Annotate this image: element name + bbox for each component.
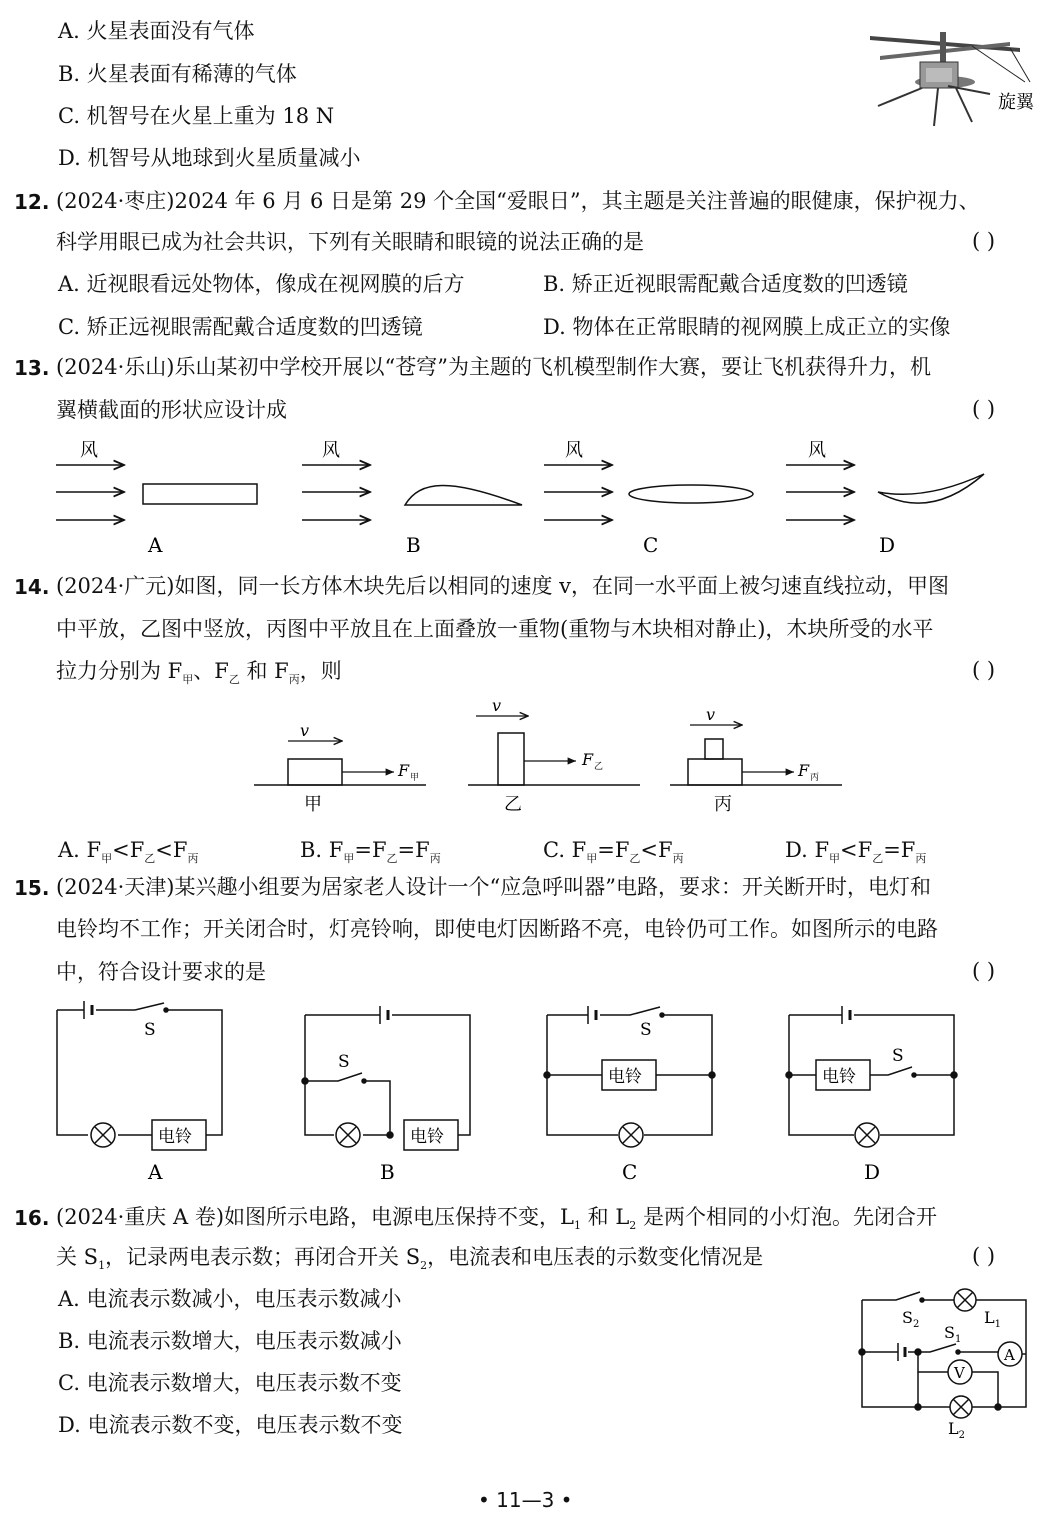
q11-option-d: D. 机智号从地球到火星质量减小 (58, 146, 361, 170)
block-upright (498, 733, 524, 785)
block-pull-figure (240, 695, 860, 820)
q13-stem-line1: (2024·乐山)乐山某初中学校开展以“苍穹”为主题的飞机模型制作大赛，要让飞机获得升力，机 (56, 355, 931, 379)
wing-shapes-figure (40, 430, 1040, 560)
q15-stem-line3: 中，符合设计要求的是 (56, 960, 266, 984)
wind-label-b: 风 (322, 440, 340, 461)
q12-number: 12. (14, 190, 50, 214)
q14-option-a: A. $F_甲<F_乙<F_丙$ (58, 838, 199, 866)
q14-option-c: C. $F_甲=F_乙<F_丙$ (543, 838, 684, 866)
svg-text:V: V (954, 1364, 965, 1382)
svg-text:F: F (582, 750, 594, 769)
q16-stem-line2: 关 $S_1$，记录两电表示数；再闭合开关 $S_2$，电流表和电压表的示数变化情况是 (56, 1245, 764, 1273)
q15-stem-line2: 电铃均不工作；开关闭合时，灯亮铃响，即使电灯因断路不亮，电铃仍可工作。如图所示的电路 (56, 917, 938, 941)
circuit-label-d: D (864, 1160, 881, 1184)
bell-c: 电铃 (608, 1067, 642, 1087)
svg-text:S: S (338, 1052, 350, 1072)
wing-label-d: D (879, 533, 896, 557)
q16-answer-blank: ( ) (972, 1244, 996, 1268)
helicopter-figure (860, 22, 1050, 134)
wing-rectangle (143, 484, 257, 504)
svg-text:S: S (640, 1020, 652, 1040)
bell-b: 电铃 (410, 1127, 444, 1147)
svg-text:S1: $S_1$ (944, 1323, 962, 1345)
q14-stem-line3: 拉力分别为 $F_甲$、$F_乙$ 和 $F_丙$，则 (56, 659, 342, 687)
svg-text:v: v (706, 705, 716, 724)
svg-text:A: A (1004, 1346, 1015, 1364)
q12-option-c: C. 矫正远视眼需配戴合适度数的凹透镜 (58, 315, 423, 339)
wind-label-c: 风 (565, 440, 583, 461)
fig-label-jia: 甲 (304, 794, 322, 815)
svg-text:丙: 丙 (810, 773, 820, 783)
q16-option-b: B. 电流表示数增大，电压表示数减小 (58, 1329, 402, 1353)
q15-answer-blank: ( ) (972, 959, 996, 983)
q15-stem-line1: (2024·天津)某兴趣小组要为居家老人设计一个“应急呼叫器”电路，要求：开关断开时，电灯和 (56, 875, 931, 899)
q11-option-a: A. 火星表面没有气体 (58, 19, 255, 43)
svg-text:L2: $L_2$ (948, 1419, 965, 1441)
q16-circuit-figure (850, 1282, 1045, 1447)
q16-option-a: A. 电流表示数减小，电压表示数减小 (58, 1287, 402, 1311)
wind-label-d: 风 (808, 440, 826, 461)
fig-label-yi: 乙 (504, 794, 522, 815)
q16-option-c: C. 电流表示数增大，电压表示数不变 (58, 1371, 402, 1395)
svg-text:乙: 乙 (594, 762, 604, 772)
q12-option-b: B. 矫正近视眼需配戴合适度数的凹透镜 (543, 272, 908, 296)
svg-text:v: v (300, 721, 310, 740)
wing-label-c: C (643, 533, 659, 557)
q12-answer-blank: ( ) (972, 229, 996, 253)
q12-option-a: A. 近视眼看远处物体，像成在视网膜的后方 (58, 272, 465, 296)
q11-option-b: B. 火星表面有稀薄的气体 (58, 62, 297, 86)
svg-text:甲: 甲 (410, 773, 420, 783)
q13-number: 13. (14, 356, 50, 380)
svg-text:v: v (492, 696, 502, 715)
q16-number: 16. (14, 1206, 50, 1230)
bell-d: 电铃 (822, 1067, 856, 1087)
q16-stem-line1: (2024·重庆 A 卷)如图所示电路，电源电压保持不变，$L_1$ 和 $L_2$ 是两个相同的小灯泡。先闭合开 (56, 1205, 937, 1233)
svg-text:S2: $S_2$ (902, 1308, 920, 1330)
q12-stem-line2: 科学用眼已成为社会共识，下列有关眼睛和眼镜的说法正确的是 (56, 230, 644, 254)
q13-answer-blank: ( ) (972, 397, 996, 421)
weight-on-block (705, 739, 723, 759)
wing-airfoil-convex-top (405, 485, 522, 505)
fig-label-bing: 丙 (714, 794, 732, 815)
alarm-circuit-figure (40, 995, 1040, 1190)
q14-stem-line1: (2024·广元)如图，同一长方体木块先后以相同的速度 v，在同一水平面上被匀速直线拉动，甲图 (56, 574, 950, 598)
q14-stem-line2: 中平放，乙图中竖放，丙图中平放且在上面叠放一重物(重物与木块相对静止)，木块所受的水平 (56, 617, 934, 641)
block-flat (288, 759, 342, 785)
bell-a: 电铃 (158, 1127, 192, 1147)
svg-text:F: F (798, 761, 810, 780)
circuit-label-a: A (148, 1160, 163, 1184)
q13-stem-line2: 翼横截面的形状应设计成 (56, 398, 287, 422)
circuit-label-b: B (380, 1160, 395, 1184)
q14-number: 14. (14, 575, 50, 599)
svg-text:L1: $L_1$ (984, 1308, 1001, 1330)
svg-text:S: S (144, 1020, 156, 1040)
q15-number: 15. (14, 876, 50, 900)
q14-option-b: B. $F_甲=F_乙=F_丙$ (300, 838, 441, 866)
q12-option-d: D. 物体在正常眼睛的视网膜上成正立的实像 (543, 315, 951, 339)
wing-label-b: B (406, 533, 421, 557)
wing-airfoil-concave (878, 474, 984, 503)
circuit-label-c: C (622, 1160, 638, 1184)
q11-option-c: C. 机智号在火星上重为 18 N (58, 104, 335, 128)
wind-label-a: 风 (80, 440, 98, 461)
page-number: • 11—3 • (478, 1488, 573, 1512)
block-with-weight (688, 759, 742, 785)
q14-answer-blank: ( ) (972, 658, 996, 682)
svg-text:S: S (892, 1046, 904, 1066)
q12-stem-line1: (2024·枣庄)2024 年 6 月 6 日是第 29 个全国“爱眼日”，其主题是关注普遍的眼健康，保护视力、 (56, 189, 980, 213)
q14-option-d: D. $F_甲<F_乙=F_丙$ (785, 838, 927, 866)
svg-text:F: F (398, 761, 410, 780)
rotor-label: 旋翼 (998, 92, 1034, 113)
wing-ellipse (629, 485, 753, 503)
q16-option-d: D. 电流表示数不变，电压表示数不变 (58, 1413, 403, 1437)
wing-label-a: A (148, 533, 163, 557)
